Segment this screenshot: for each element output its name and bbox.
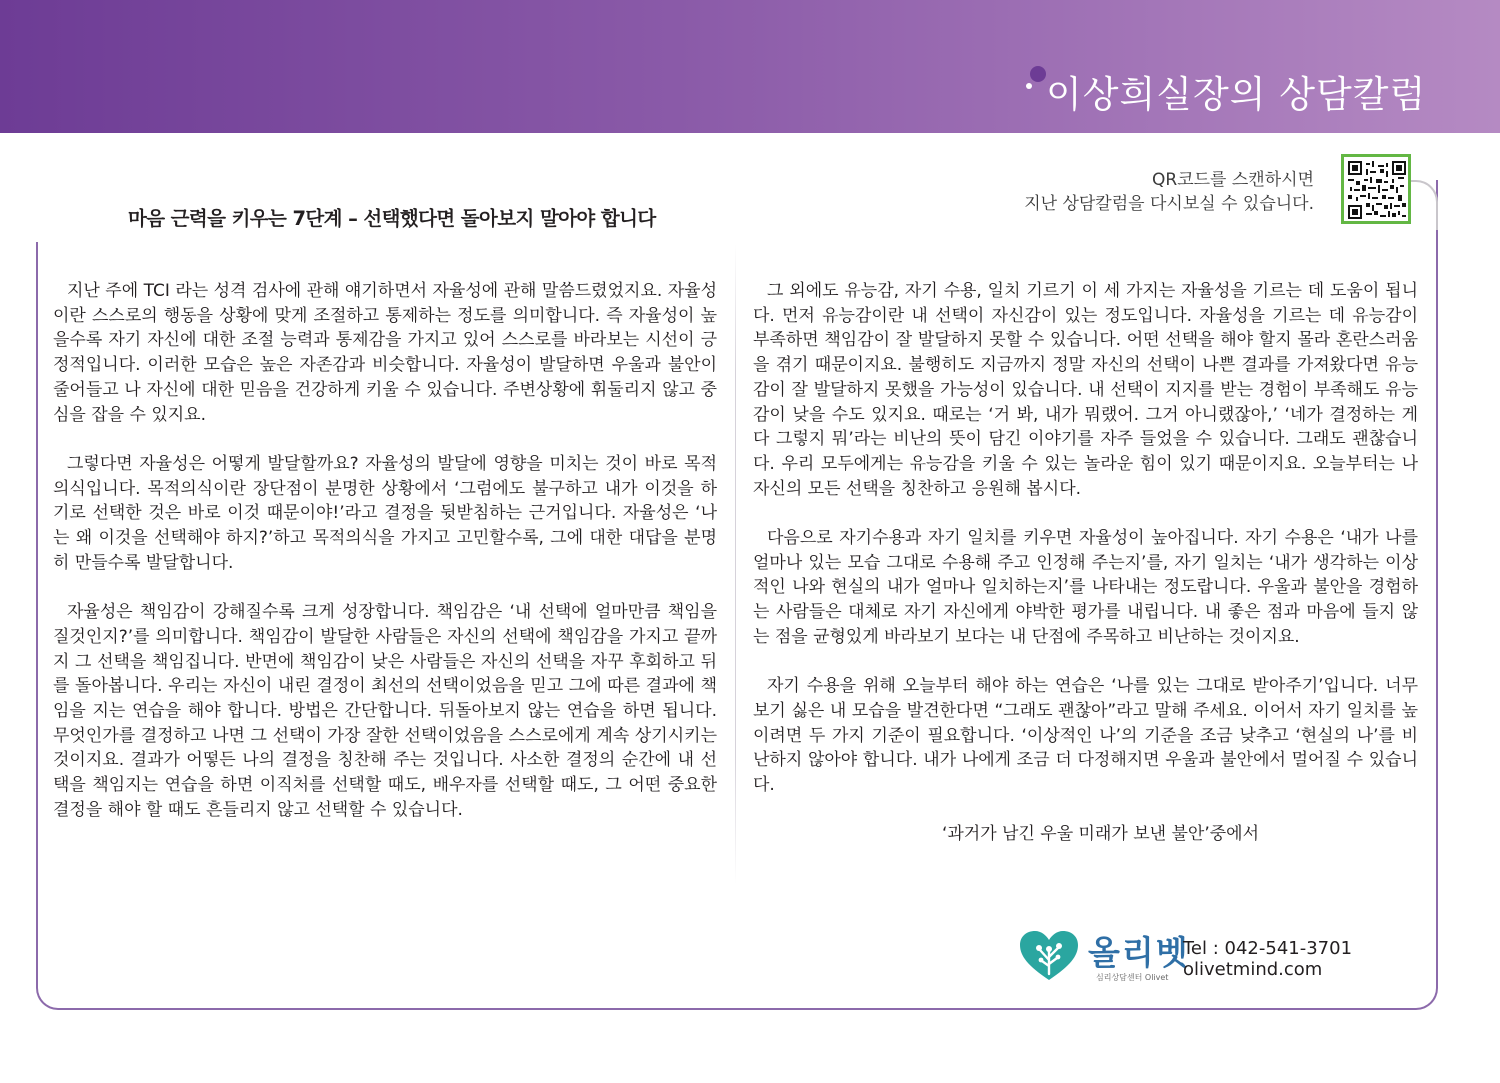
contact-info xyxy=(1183,938,1352,980)
header-banner xyxy=(0,0,1500,133)
logo-heart-graphic xyxy=(1018,930,1080,982)
column-divider xyxy=(735,244,736,884)
column-title: 이상희실장의 상담칼럼 xyxy=(1046,73,1427,116)
paragraph: 다음으로 자기수용과 자기 일치를 키우면 자율성이 높아집니다. 자기 수용은 ‘내가 나를 얼마나 있는 모습 그대로 수용해 주고 인정해 주는지’를, 자기 일치는 ‘내가 생각하는 이상적인 나와 현실의 내가 얼마나 일치하는지’를 나타내는 정도랍니다. 우울과 불안을 경험하는 사람들은 대체로 자기 자신에게 야박한 평가를 내립니다. 내 좋은 점과 마음에 들지 않는 점을 균형있게 바라보기 보다는 내 단점에 주목하고 비난하는 것이지요. xyxy=(753,528,1418,647)
paragraph: 자기 수용을 위해 오늘부터 해야 하는 연습은 ‘나를 있는 그대로 받아주기’입니다. 너무 보기 싫은 내 모습을 발견한다면 “그래도 괜찮아”라고 말해 주세요. 이어서 자기 일치를 높이려면 두 가지 기준이 필요합니다. ‘이상적인 나’의 기준을 조금 낮추고 ‘현실의 나’를 비난하지 않아야 합니다. 내가 나에게 조금 더 다정해지면 우울과 불안에서 멀어질 수 있습니다. xyxy=(753,676,1418,796)
qr-caption xyxy=(1024,168,1314,216)
logo-name: 올리벳 xyxy=(1088,933,1190,972)
qr-caption-line2: 지난 상담칼럼을 다시보실 수 있습니다. xyxy=(1024,194,1314,214)
article-right-column xyxy=(753,279,1418,872)
qr-code-icon[interactable] xyxy=(1341,154,1411,224)
header-dot-icon xyxy=(1030,66,1046,82)
qr-caption-line1: QR코드를 스캔하시면 xyxy=(1152,170,1314,190)
article-title: 마음 근력을 키우는 7단계 – 선택했다면 돌아보지 말아야 합니다 xyxy=(128,207,656,230)
qr-code-graphic xyxy=(1348,161,1406,219)
paragraph: 그 외에도 유능감, 자기 수용, 일치 기르기 이 세 가지는 자율성을 기르는 데 도움이 됩니다. 먼저 유능감이란 내 선택이 자신감이 있는 정도입니다. 자율성을 기르는 데 유능감이 부족하면 책임감이 잘 발달하지 못할 수 있습니다. 어떤 선택을 해야 할지 몰라 혼란스러움을 겪기 때문이지요. 불행히도 지금까지 정말 자신의 선택이 나쁜 결과를 가져왔다면 유능감이 잘 발달하지 못했을 가능성이 있습니다. 내 선택이 지지를 받는 경험이 부족해도 유능감이 낮을 수도 있지요. 때로는 ‘거 봐, 내가 뭐랬어. 그거 아니랬잖아,’ ‘네가 결정하는 게 다 그렇지 뭐’라는 비난의 뜻이 담긴 이야기를 자주 들었을 수 있습니다. 그래도 괜찮습니다. 우리 모두에게는 유능감을 키울 수 있는 놀라운 힘이 있기 때문이지요. 오늘부터는 나 자신의 모든 선택을 칭찬하고 응원해 봅시다. xyxy=(753,281,1418,499)
contact-website[interactable]: olivetmind.com xyxy=(1183,959,1323,980)
logo-subtitle: 심리상담센터 Olivet xyxy=(1096,973,1169,982)
header-bullet xyxy=(1026,83,1032,89)
source-citation: ‘과거가 남긴 우울 미래가 보낸 불안’중에서 xyxy=(941,824,1259,845)
paragraph: 그렇다면 자율성은 어떻게 발달할까요? 자율성의 발달에 영향을 미치는 것이 바로 목적의식입니다. 목적의식이란 장단점이 분명한 상황에서 ‘그럼에도 불구하고 내가 이것을 하기로 선택한 것은 바로 이것 때문이야!’라고 결정을 뒷받침하는 근거입니다. 자율성은 ‘나는 왜 이것을 선택해야 하지?’하고 목적의식을 가지고 고민할수록, 그에 대한 대답을 분명히 만들수록 발달합니다. xyxy=(53,453,717,573)
heart-tree-icon xyxy=(1018,930,1080,982)
paragraph: 지난 주에 TCI 라는 성격 검사에 관해 얘기하면서 자율성에 관해 말씀드렸었지요. 자율성이란 스스로의 행동을 상황에 맞게 조절하고 통제하는 정도를 의미합니다. 즉 자율성이 높을수록 자기 자신에 대한 조절 능력과 통제감을 가지고 있어 스스로를 바라보는 시선이 긍정적입니다. 이러한 모습은 높은 자존감과 비슷합니다. 자율성이 발달하면 우울과 불안이 줄어들고 나 자신에 대한 믿음을 건강하게 키울 수 있습니다. 주변상황에 휘둘리지 않고 중심을 잡을 수 있지요. xyxy=(53,281,717,425)
article-left-column xyxy=(53,279,717,847)
contact-tel: Tel : 042-541-3701 xyxy=(1183,938,1353,959)
paragraph: 자율성은 책임감이 강해질수록 크게 성장합니다. 책임감은 ‘내 선택에 얼마만큼 책임을 질것인지?’를 의미합니다. 책임감이 발달한 사람들은 자신의 선택에 책임감을 가지고 끝까지 그 선택을 책임집니다. 반면에 책임감이 낮은 사람들은 자신의 선택을 자꾸 후회하고 뒤를 돌아봅니다. 우리는 자신이 내린 결정이 최선의 선택이었음을 믿고 그에 따른 결과에 책임을 지는 연습을 해야 합니다. 방법은 간단합니다. 뒤돌아보지 않는 연습을 하면 됩니다. 무엇인가를 결정하고 나면 그 선택이 가장 잘한 선택이었음을 스스로에게 계속 상기시키는 것이지요. 결과가 어떻든 나의 결정을 칭찬해 주는 것입니다. 사소한 결정의 순간에 내 선택을 책임지는 연습을 하면 이직처를 선택할 때도, 배우자를 선택할 때도, 그 어떤 중요한 결정을 해야 할 때도 흔들리지 않고 선택할 수 있습니다. xyxy=(53,602,717,820)
